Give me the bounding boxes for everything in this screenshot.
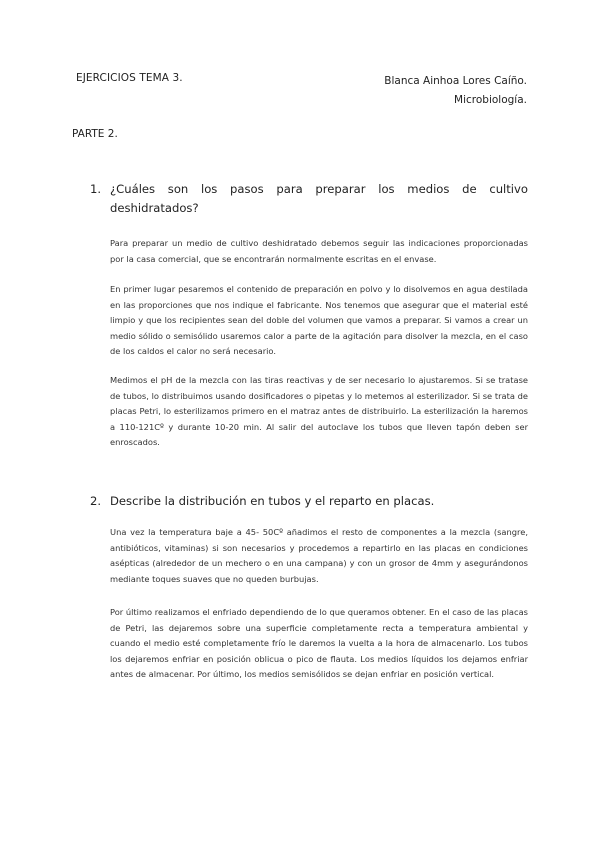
question-1-paragraph-1: Para preparar un medio de cultivo deshidratado debemos seguir las indicaciones proporcionadas por la casa comercial, que se encontrarán normalmente escritas en el envase. xyxy=(110,238,528,264)
question-2-title: Describe la distribución en tubos y el reparto en placas. xyxy=(110,494,435,508)
author-name: Blanca Ainhoa Lores Caíño. xyxy=(384,75,527,87)
question-1-title: ¿Cuáles son los pasos para preparar los medios de cultivo deshidratados? xyxy=(110,182,528,215)
question-1-heading xyxy=(90,180,528,218)
subject-name: Microbiología. xyxy=(454,94,527,106)
question-2-heading xyxy=(90,492,528,511)
author-block xyxy=(384,72,527,110)
question-2-number: 2. xyxy=(90,494,102,508)
question-1-number: 1. xyxy=(90,182,102,196)
part-label: PARTE 2. xyxy=(72,128,118,140)
question-1-paragraph-2: En primer lugar pesaremos el contenido de preparación en polvo y lo disolvemos en agua destilada en las proporciones que nos indique el fabricante. Nos tenemos que asegurar que el material esté limpio y que los recipientes sean del doble del volumen que vamos a preparar. Si vamos a crear un medio sólido o semisólido usaremos calor a parte de la agitación para disolver la mezcla, en el caso de los caldos el calor no será necesario. xyxy=(110,284,528,356)
document-title: EJERCICIOS TEMA 3. xyxy=(76,72,183,84)
question-1-paragraph-3: Medimos el pH de la mezcla con las tiras reactivas y de ser necesario lo ajustaremos. Si se tratase de tubos, lo distribuimos usando dosificadores o pipetas y lo metemos al esterilizador. Si se trata de placas Petri, lo esterilizamos primero en el matraz antes de distribuirlo. La esterilización la haremos a 110-121Cº y durante 10-20 min. Al salir del autoclave los tubos que lleven tapón deben ser enroscados. xyxy=(110,375,528,447)
question-2-paragraph-1: Una vez la temperatura baje a 45- 50Cº añadimos el resto de componentes a la mezcla (sangre, antibióticos, vitaminas) si son necesarios y procedemos a repartirlo en las placas en condiciones asépticas (alrededor de un mechero o en una campana) y con un grosor de 4mm y asegurándonos mediante toques suaves que no queden burbujas. xyxy=(110,527,528,584)
question-2-paragraph-2: Por último realizamos el enfriado dependiendo de lo que queramos obtener. En el caso de las placas de Petri, las dejaremos sobre una superficie completamente recta a temperatura ambiental y cuando el medio esté completamente frío le daremos la vuelta a la hora de almacenarlo. Los tubos los dejaremos enfriar en posición oblicua o pico de flauta. Los medios líquidos los dejamos enfriar antes de almacenar. Por último, los medios semisólidos se dejan enfriar en posición vertical. xyxy=(110,607,528,679)
